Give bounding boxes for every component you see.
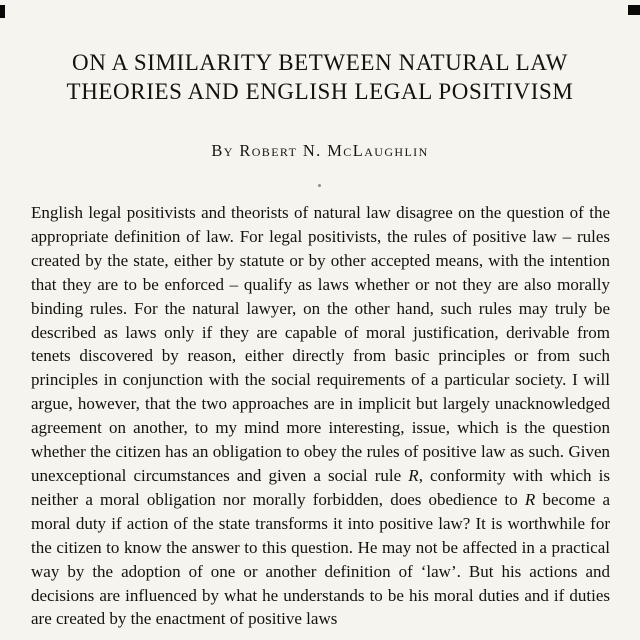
article-title: [0, 48, 640, 106]
scan-artifact-top-right: [628, 5, 640, 15]
article-body-paragraph: English legal positivists and theorists of natural law disagree on the question of the appropriate definition of law. For legal positivists, the rules of positive law – rules created by the state, either by statute or by other accepted means, with the intention that they are to be enforced – qualify as laws whether or not they are also morally binding rules. For the natural lawyer, on the other hand, such rules may truly be described as laws only if they are capable of moral justification, derivable from tenets discovered by reason, either directly from basic principles or from such principles in conjunction with the social requirements of a particular society. I will argue, however, that the two approaches are in implicit but largely unacknowledged agreement on another, to my mind more interesting, issue, which is the question whether the citizen has an obligation to obey the rules of positive law as such. Given unexceptional circumstances and given a social rule R, conformity with which is neither a moral obligation nor morally forbidden, does obedience to R become a moral duty if action of the state transforms it into positive law? It is worthwhile for the citizen to know the answer to this question. He may not be affected in a practical way by the adoption of one or another definition of ‘law’. But his actions and decisions are influenced by what he understands to be his moral duties and if duties are created by the enactment of positive laws: [31, 203, 610, 629]
article-title-line2: THEORIES AND ENGLISH LEGAL POSITIVISM: [66, 79, 574, 104]
article-byline: By Robert N. McLaughlin: [211, 141, 429, 160]
article-title-line1: ON A SIMILARITY BETWEEN NATURAL LAW: [72, 50, 568, 75]
scan-artifact-top-left: [0, 5, 5, 18]
scan-speck: [318, 184, 321, 187]
